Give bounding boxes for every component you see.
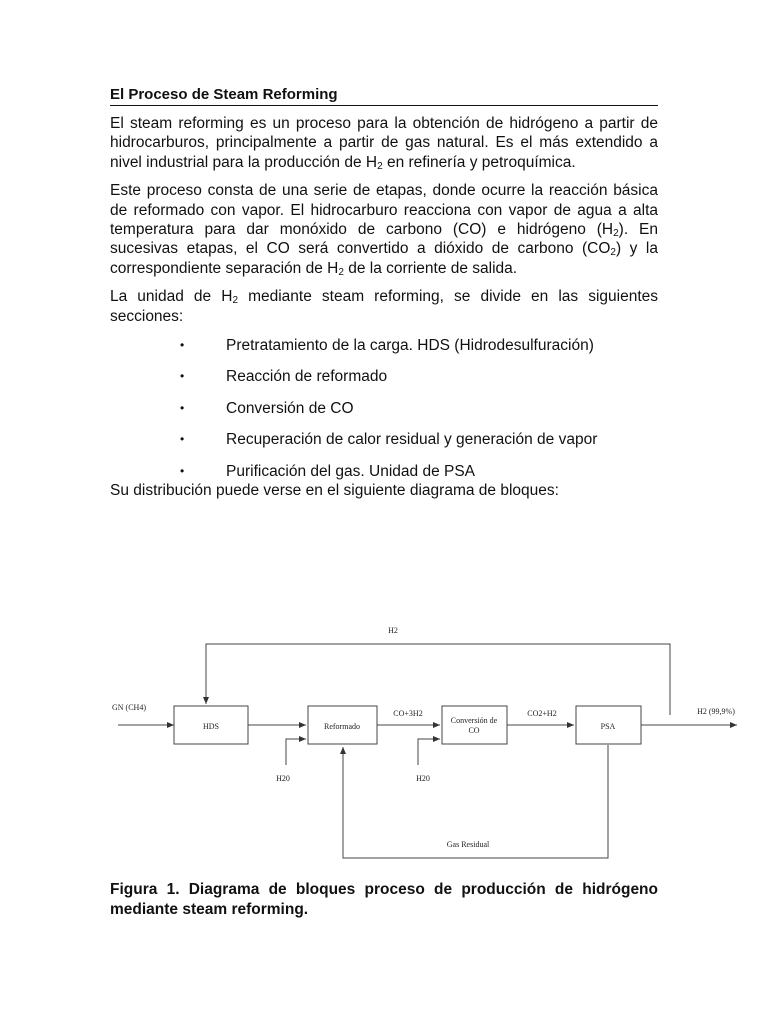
block-diagram [110,610,750,870]
list-item-text: Purificación del gas. Unidad de PSA [226,462,476,480]
bullet-icon: • [180,338,185,353]
text-run: ) y la correspondiente separación de H [110,240,658,277]
h2-recycle-label: H2 [388,626,398,635]
list-item [110,462,658,481]
conversion-block [442,706,507,744]
list-item-text: Conversión de CO [226,399,354,417]
steam-label-2: H20 [416,774,430,783]
document-title: El Proceso de Steam Reforming [110,86,658,106]
list-item [110,367,658,386]
h2-recycle-line [206,644,670,715]
text-run: mediante steam reforming, se divide en las siguientes secciones: [110,288,659,325]
co2-h2-label: CO2+H2 [527,709,557,718]
subscript: 2 [613,228,619,240]
steam-arrow-1 [286,739,306,765]
bullet-icon: • [180,369,185,384]
product-label: H2 (99,9%) [697,707,735,716]
feed-label: GN (CH4) [112,703,146,712]
subscript: 2 [610,247,616,259]
co-3h2-label: CO+3H2 [393,709,423,718]
hds-label: HDS [202,722,220,731]
subscript: 2 [338,266,344,278]
psa-label: PSA [600,722,616,731]
conversion-label-1: Conversión de [450,716,498,725]
subscript: 2 [232,295,238,307]
document-body [110,86,658,510]
list-item [110,399,658,418]
gas-residual-label: Gas Residual [446,840,490,849]
subscript: 2 [377,160,383,172]
figure-caption: Figura 1. Diagrama de bloques proceso de producción de hidrógeno mediante steam reforming. [110,881,658,918]
bullet-icon: • [180,432,185,447]
text-run: de la corriente de salida. [343,259,518,277]
sections-list [110,336,658,481]
text-run: en refinería y petroquímica. [382,153,576,171]
text-run: Este proceso consta de una serie de etapas, donde ocurre la reacción básica de reformado con vapor. El hidrocarburo reacciona con vapor de agua a alta temperatura para dar monóxido de carbono (CO) e hidrógeno (H [110,182,658,239]
paragraph-unit [110,287,658,326]
conversion-label-2: CO [468,726,480,735]
list-item-text: Reacción de reformado [226,368,388,386]
bullet-icon: • [180,463,185,478]
paragraph-intro [110,114,658,172]
list-item [110,336,658,355]
text-run: La unidad de H [110,288,233,306]
steam-arrow-2 [418,739,440,765]
list-item-text: Pretratamiento de la carga. HDS (Hidrodesulfuración) [226,337,594,355]
paragraph-diagram-intro: Su distribución puede verse en el siguiente diagrama de bloques: [110,482,559,500]
steam-label-1: H20 [276,774,290,783]
list-item-text: Recuperación de calor residual y generación de vapor [226,431,598,449]
paragraph-process [110,181,658,278]
text-run: ). En sucesivas etapas, el CO será convertido a dióxido de carbono (CO [110,221,659,258]
text-run: El steam reforming es un proceso para la obtención de hidrógeno a partir de hidrocarburos, principalmente a partir de gas natural. Es el más extendido a nivel industrial para la producción de H [110,115,658,171]
list-item [110,430,658,449]
reformado-label: Reformado [324,722,360,731]
bullet-icon: • [180,400,185,415]
